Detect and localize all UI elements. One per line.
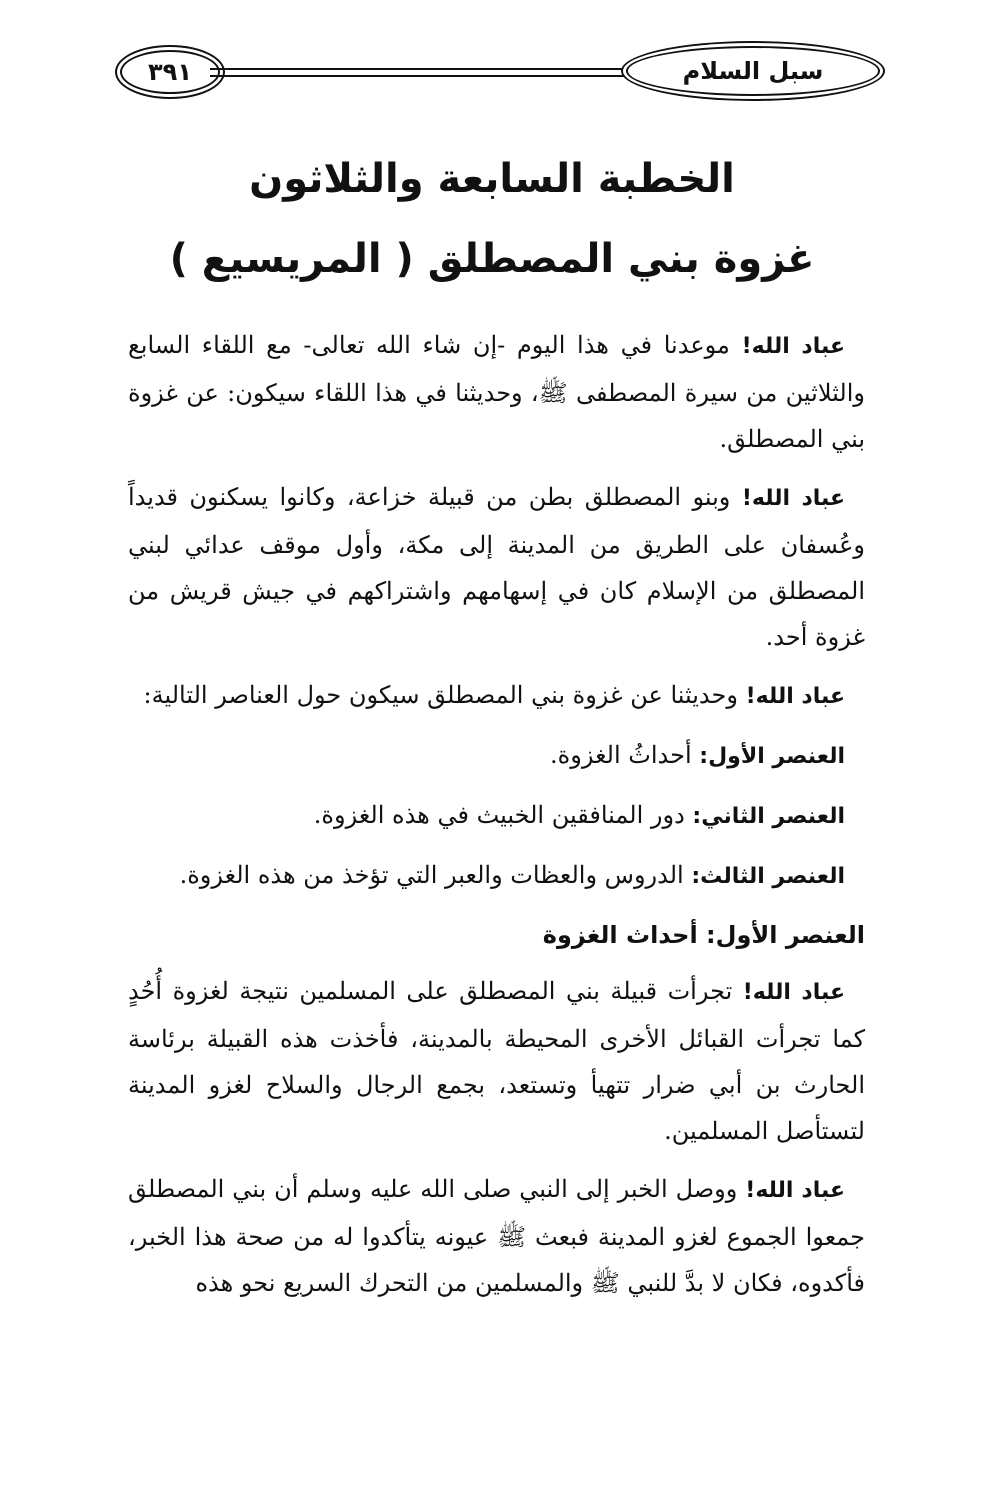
paragraph-text: موعدنا في هذا اليوم -إن شاء الله تعالى- مع اللقاء السابع والثلاثين من سيرة المصطفى ﷺ، وحديثنا في هذا اللقاء سيكون: عن غزوة بني المصطلق. (128, 331, 865, 453)
paragraph-lead: عباد الله! (729, 334, 845, 359)
paragraph-lead: عباد الله! (732, 980, 845, 1005)
element-text: دور المنافقين الخبيث في هذه الغزوة. (313, 801, 685, 829)
element-3 (128, 852, 865, 900)
book-title: سبل السلام (626, 46, 880, 96)
element-2 (128, 792, 865, 840)
paragraph-5 (128, 1166, 865, 1306)
sermon-subtitle: غزوة بني المصطلق ( المريسيع ) (169, 236, 815, 282)
page-number: ٣٩١ (120, 50, 220, 94)
paragraph-4 (128, 968, 865, 1154)
element-lead: العنصر الأول: (691, 744, 845, 769)
paragraph-3 (128, 672, 865, 720)
paragraph-text: وبنو المصطلق بطن من قبيلة خزاعة، وكانوا يسكنون قديداً وعُسفان على الطريق من المدينة إلى مكة، وأول موقف عدائي لبني المصطلق من الإسلام كان في إسهامهم واشتراكهم في جيش قريش من غزوة أحد. (128, 483, 866, 651)
element-lead: العنصر الثالث: (683, 864, 845, 889)
paragraph-1 (128, 322, 865, 462)
running-header (120, 44, 880, 106)
paragraph-lead: عباد الله! (730, 486, 845, 511)
paragraph-lead: عباد الله! (737, 684, 845, 709)
body-text (128, 322, 865, 1318)
header-rule (210, 68, 630, 77)
element-1 (128, 732, 865, 780)
paragraph-text: وحديثنا عن غزوة بني المصطلق سيكون حول العناصر التالية: (143, 681, 738, 709)
section-heading: العنصر الأول: أحداث الغزوة (542, 921, 865, 949)
paragraph-text: ووصل الخبر إلى النبي صلى الله عليه وسلم أن بني المصطلق جمعوا الجموع لغزو المدينة فبعث ﷺ عيونه يتأكدوا له من صحة هذا الخبر، فأكدوه، فكان لا بدَّ للنبي ﷺ والمسلمين من التحرك السريع نحو هذه (128, 1175, 865, 1297)
paragraph-2 (128, 474, 865, 660)
sermon-title: الخطبة السابعة والثلاثون (249, 156, 735, 202)
element-lead: العنصر الثاني: (684, 804, 845, 829)
element-text: أحداثُ الغزوة. (550, 741, 692, 769)
paragraph-text: تجرأت قبيلة بني المصطلق على المسلمين نتيجة لغزوة أُحُدٍ كما تجرأت القبائل الأخرى المحيطة بالمدينة، فأخذت هذه القبيلة برئاسة الحارث بن أبي ضرار تتهيأ وتستعد، بجمع الرجال والسلاح لغزو المدينة لتستأصل المسلمين. (128, 977, 865, 1145)
paragraph-lead: عباد الله! (737, 1178, 845, 1203)
element-text: الدروس والعظات والعبر التي تؤخذ من هذه الغزوة. (179, 861, 684, 889)
